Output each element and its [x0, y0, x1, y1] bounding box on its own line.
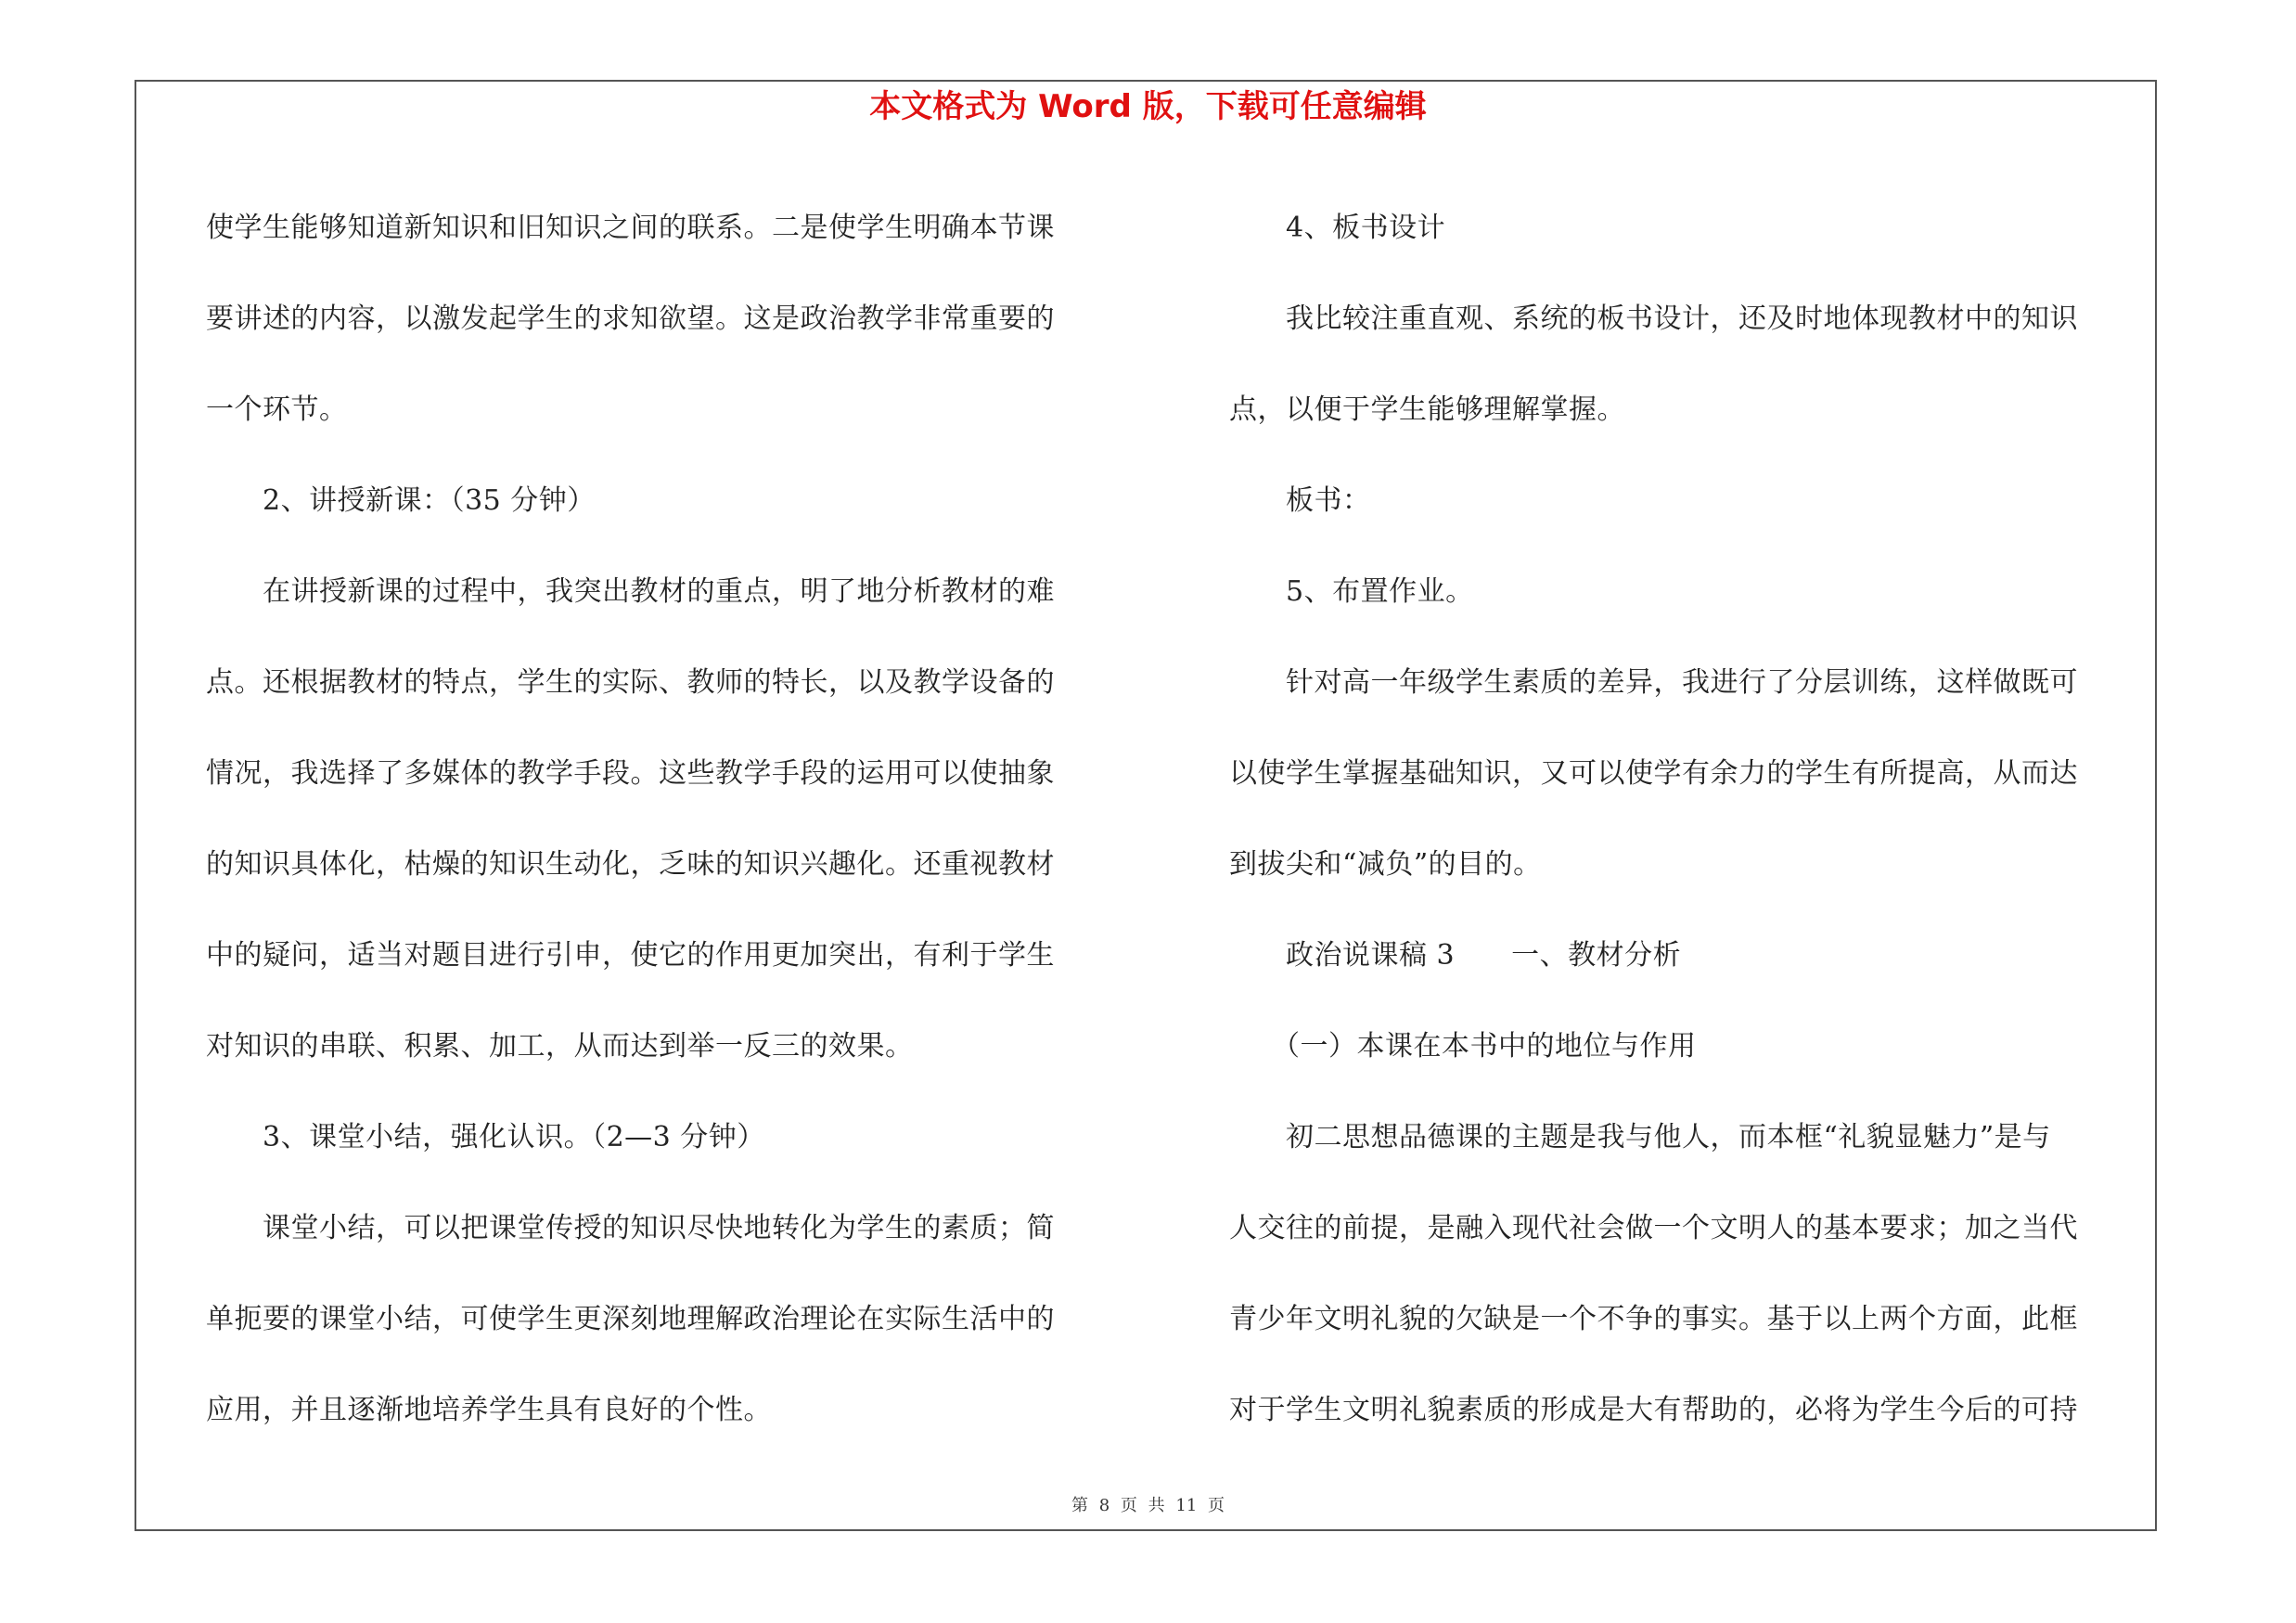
footer-label-total: 共	[1148, 1496, 1165, 1515]
paragraph-line: 对于学生文明礼貌素质的形成是大有帮助的，必将为学生今后的可持	[1229, 1394, 2078, 1426]
section-heading: （一）本课在本书中的地位与作用	[1229, 1030, 1697, 1063]
section-heading: 政治说课稿 3 一、教材分析	[1229, 939, 1682, 972]
section-heading: 2、讲授新课：（35 分钟）	[206, 484, 596, 517]
paragraph-line: 点。还根据教材的特点，学生的实际、教师的特长，以及教学设备的	[206, 666, 1055, 699]
paragraph-line: 的知识具体化，枯燥的知识生动化，乏味的知识兴趣化。还重视教材	[206, 848, 1055, 881]
paragraph-line: 我比较注重直观、系统的板书设计，还及时地体现教材中的知识	[1229, 303, 2078, 335]
paragraph-line: 针对高一年级学生素质的差异，我进行了分层训练，这样做既可	[1229, 666, 2078, 699]
format-notice-banner: 本文格式为 Word 版，下载可任意编辑	[869, 88, 1427, 125]
paragraph-line: 一个环节。	[206, 393, 348, 426]
section-heading: 5、布置作业。	[1229, 575, 1474, 608]
paragraph-line: 点，以便于学生能够理解掌握。	[1229, 393, 1625, 426]
paragraph-line: 人交往的前提，是融入现代社会做一个文明人的基本要求；加之当代	[1229, 1212, 2078, 1244]
paragraph-line: 中的疑问，适当对题目进行引申，使它的作用更加突出，有利于学生	[206, 939, 1055, 972]
paragraph-line: 以使学生掌握基础知识，又可以使学有余力的学生有所提高，从而达	[1229, 757, 2078, 790]
total-pages-number: 11	[1175, 1496, 1198, 1515]
footer-label-page: 第	[1071, 1496, 1088, 1515]
paragraph-line: 情况，我选择了多媒体的教学手段。这些教学手段的运用可以使抽象	[206, 757, 1055, 790]
page-number-footer	[0, 1494, 2296, 1518]
right-column	[1229, 183, 2148, 1456]
paragraph-line: 初二思想品德课的主题是我与他人，而本框“礼貌显魅力”是与	[1229, 1121, 2051, 1153]
paragraph-line: 单扼要的课堂小结，可使学生更深刻地理解政治理论在实际生活中的	[206, 1303, 1055, 1335]
paragraph-line: 到拔尖和“减负”的目的。	[1229, 848, 1542, 881]
paragraph-line: 使学生能够知道新知识和旧知识之间的联系。二是使学生明确本节课	[206, 212, 1055, 244]
left-column	[206, 183, 1124, 1456]
section-heading: 3、课堂小结，强化认识。（2—3 分钟）	[206, 1121, 765, 1153]
paragraph-line: 在讲授新课的过程中，我突出教材的重点，明了地分析教材的难	[206, 575, 1055, 608]
paragraph-line: 对知识的串联、积累、加工，从而达到举一反三的效果。	[206, 1030, 914, 1063]
section-heading: 4、板书设计	[1229, 212, 1446, 244]
paragraph-line: 课堂小结，可以把课堂传授的知识尽快地转化为学生的素质；简	[206, 1212, 1055, 1244]
paragraph-line: 青少年文明礼貌的欠缺是一个不争的事实。基于以上两个方面，此框	[1229, 1303, 2078, 1335]
footer-label-unit: 页	[1120, 1496, 1137, 1515]
paragraph-line: 要讲述的内容，以激发起学生的求知欲望。这是政治教学非常重要的	[206, 303, 1055, 335]
current-page-number: 8	[1098, 1496, 1110, 1515]
paragraph-line: 板书：	[1229, 484, 1371, 517]
paragraph-line: 应用，并且逐渐地培养学生具有良好的个性。	[206, 1394, 772, 1426]
footer-label-unit-end: 页	[1208, 1496, 1225, 1515]
